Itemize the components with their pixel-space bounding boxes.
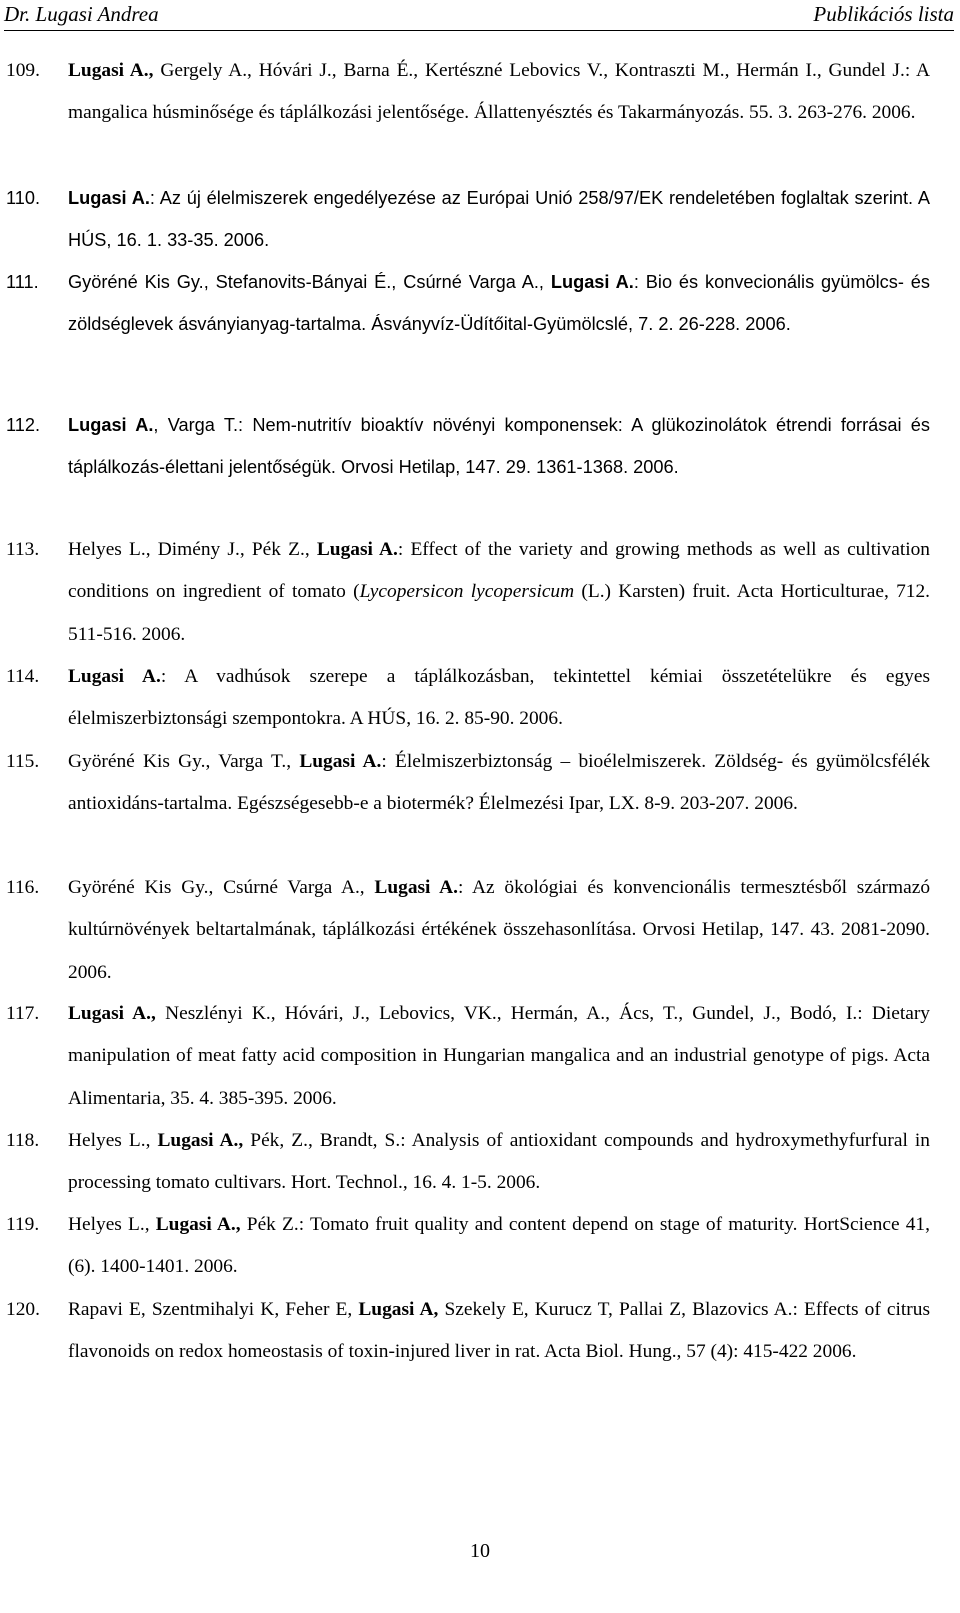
citation-text: : Bio és konvecionális gyümölcs- és zöldséglevek ásványianyag-tartalma. Ásványvíz-Üdítőital-Gyümölcslé, 7. 2. 26-228. 2006. — [68, 272, 930, 335]
citation-text: Rapavi E, Szentmihalyi K, Feher E, — [68, 1299, 359, 1320]
publication-text — [68, 50, 930, 135]
citation-text: Helyes L., — [68, 1214, 156, 1235]
author-highlight: Lugasi A., — [155, 1214, 241, 1235]
citation-text: Pék, Z., Brandt, S.: Analysis of antioxidant compounds and hydroxymethyfurfural in processing tomato cultivars. Hort. Technol., 16. 4. 1-5. 2006. — [68, 1130, 930, 1194]
author-highlight: Lugasi A., — [157, 1130, 244, 1151]
publication-text — [68, 1289, 930, 1374]
publication-number: 116. — [6, 877, 40, 898]
species-name: Lycopersicon lycopersicum — [359, 581, 575, 603]
publication-number: 111. — [6, 272, 39, 292]
publication-text — [68, 741, 930, 826]
citation-text: (L.) Karsten) fruit. Acta Horticulturae, 712. 511-516. 2006. — [68, 581, 931, 645]
publication-text — [68, 529, 930, 656]
publication-number: 112. — [6, 415, 41, 435]
author-highlight: Lugasi A. — [68, 415, 154, 435]
citation-text: Pék Z.: Tomato fruit quality and content depend on stage of maturity. HortScience 41, (6). 1400-1401. 2006. — [68, 1214, 930, 1278]
page-header — [4, 0, 954, 31]
citation-text: Neszlényi K., Hóvári, J., Lebovics, VK., Hermán, A., Ács, T., Gundel, J., Bodó, I.: Dietary manipulation of meat fatty acid composition in Hungarian mangalica and an industrial genotype of pigs. Acta Alimentaria, 35. 4. 385-395. 2006. — [68, 1003, 930, 1109]
publication-text — [68, 993, 930, 1120]
publication-number: 117. — [6, 1003, 40, 1024]
publication-number: 114. — [6, 666, 40, 687]
citation-text: : Az ökológiai és konvencionális termesztésből származó kultúrnövények beltartalmának, táplálkozási értékének összehasonlítása. Orvosi Hetilap, 147. 43. 2081-2090. 2006. — [68, 877, 931, 983]
author-highlight: Lugasi A., — [68, 1003, 156, 1024]
author-highlight: Lugasi A. — [299, 751, 382, 772]
publication-number: 115. — [6, 751, 40, 772]
header-author: Dr. Lugasi Andrea — [4, 2, 159, 26]
publication-number: 119. — [6, 1214, 40, 1235]
citation-text: Helyes L., — [68, 1130, 158, 1151]
author-highlight: Lugasi A. — [68, 188, 150, 208]
citation-text: : A vadhúsok szerepe a táplálkozásban, tekintettel kémiai összetételükre és egyes élelmiszerbiztonsági szempontokra. A HÚS, 16. 2. 85-90. 2006. — [68, 666, 930, 730]
citation-text: Györéné Kis Gy., Varga T., — [68, 751, 300, 772]
publication-text — [68, 1204, 930, 1289]
citation-text: : Az új élelmiszerek engedélyezése az Európai Unió 258/97/EK rendeletében foglaltak szerint. A HÚS, 16. 1. 33-35. 2006. — [68, 188, 930, 251]
publication-number: 109. — [6, 60, 40, 81]
publication-number: 113. — [6, 539, 40, 560]
publication-text — [68, 261, 930, 346]
author-highlight: Lugasi A. — [68, 666, 161, 687]
citation-text: , Varga T.: Nem-nutritív bioaktív növényi komponensek: A glükozinolátok étrendi forrásai és táplálkozás-élettani jelentőségük. Orvosi Hetilap, 147. 29. 1361-1368. 2006. — [68, 415, 931, 478]
publication-number: 118. — [6, 1130, 40, 1151]
author-highlight: Lugasi A. — [374, 877, 458, 898]
author-highlight: Lugasi A, — [358, 1299, 439, 1320]
header-title: Publikációs lista — [813, 2, 954, 26]
publication-text — [68, 404, 930, 489]
author-highlight: Lugasi A. — [550, 272, 634, 292]
publication-text — [68, 177, 930, 262]
citation-text: Helyes L., Dimény J., Pék Z., — [68, 539, 317, 560]
publication-text — [68, 867, 930, 994]
publication-number: 120. — [6, 1299, 40, 1320]
citation-text: : Élelmiszerbiztonság – bioélelmiszerek. Zöldség- és gyümölcsfélék antioxidáns-tartalma. Egészségesebb-e a biotermék? Élelmezési Ipar, LX. 8-9. 203-207. 2006. — [68, 751, 931, 815]
author-highlight: Lugasi A., — [68, 60, 154, 81]
publication-text — [68, 656, 930, 741]
page-number: 10 — [470, 1540, 490, 1562]
citation-text: Szekely E, Kurucz T, Pallai Z, Blazovics A.: Effects of citrus flavonoids on redox homeostasis of toxin-injured liver in rat. Acta Biol. Hung., 57 (4): 415-422 2006. — [68, 1299, 930, 1363]
publication-number: 110. — [6, 188, 41, 208]
citation-text: : Effect of the variety and growing methods as well as cultivation conditions on ingredient of tomato ( — [68, 539, 931, 603]
citation-text: Györéné Kis Gy., Stefanovits-Bányai É., Csúrné Varga A., — [68, 272, 551, 292]
publication-text — [68, 1120, 930, 1205]
citation-text: Gergely A., Hóvári J., Barna É., Kertészné Lebovics V., Kontraszti M., Hermán I., Gundel J.: A mangalica húsminősége és táplálkozási jelentősége. Állattenyésztés és Takarmányozás. 55. 3. 263-276. 2006. — [68, 60, 930, 124]
citation-text: Györéné Kis Gy., Csúrné Varga A., — [68, 877, 375, 898]
author-highlight: Lugasi A. — [316, 539, 398, 560]
